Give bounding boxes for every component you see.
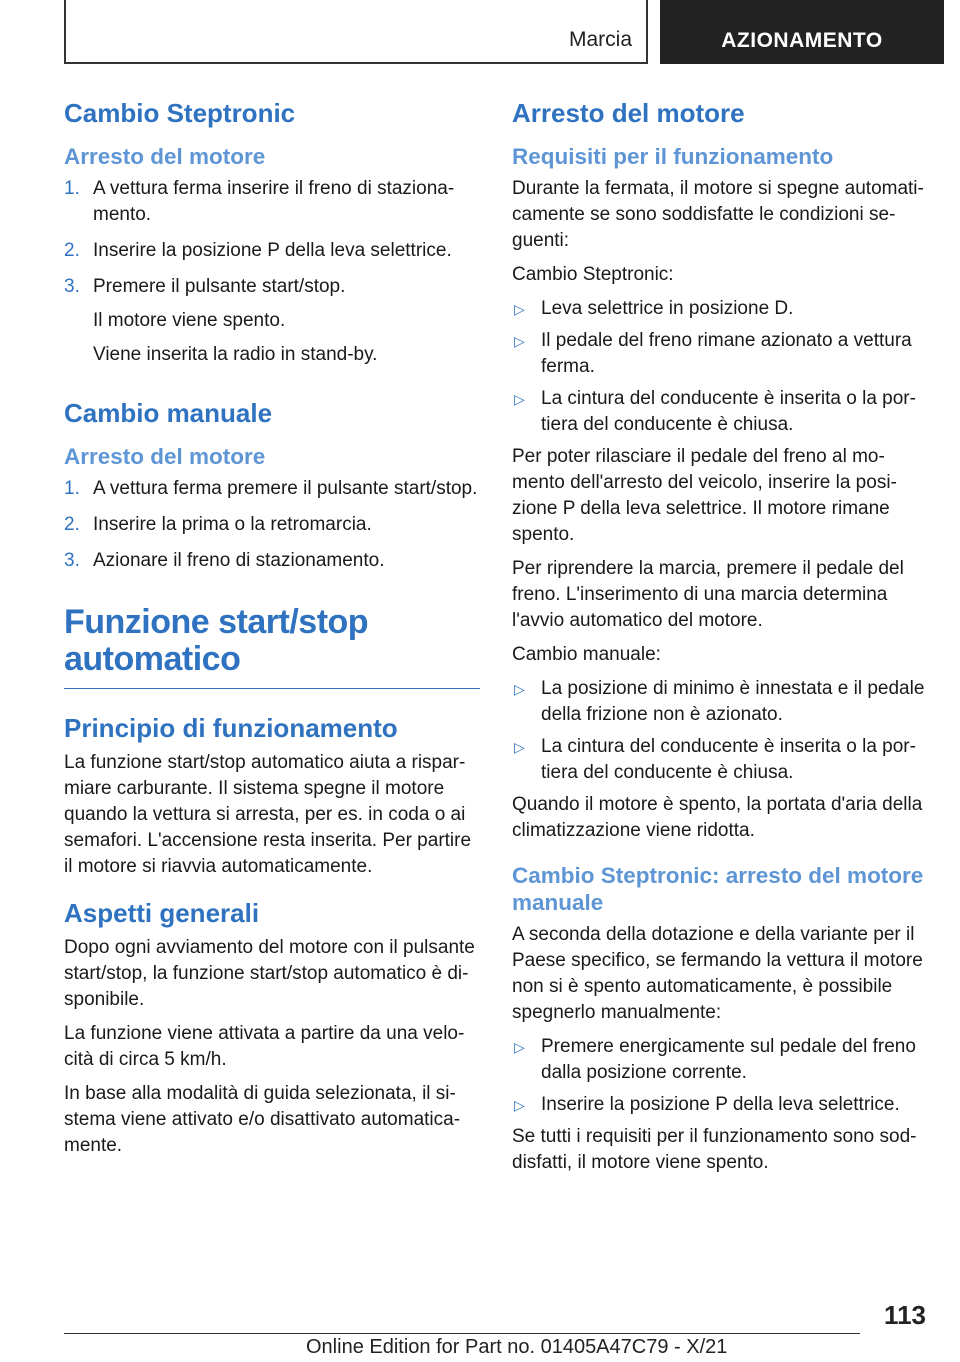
resume-paragraph: Per riprendere la marcia, premere il pedale del freno. L'inserimento di una marcia determina l'avvio automatico del motore.: [512, 558, 904, 632]
bullet-text: Inserire la posizione P della leva selettrice.: [541, 1094, 900, 1116]
list-item: [512, 1092, 928, 1118]
manual-conditions: [512, 676, 928, 786]
triangle-bullet-icon: ▷: [514, 301, 525, 318]
requirements-title: Requisiti per il funzionamento: [512, 144, 834, 170]
step-text: A vettura ferma inserire il freno di stazionamento.: [93, 178, 455, 226]
triangle-bullet-icon: ▷: [514, 1097, 525, 1114]
step-text: Inserire la posizione P della leva selettrice.: [93, 240, 452, 262]
general-title: Aspetti generali: [64, 898, 260, 928]
header-section-title: Marcia: [568, 28, 632, 51]
step-number: 1.: [64, 478, 80, 500]
list-item: [64, 476, 480, 502]
bullet-text: La posizione di minimo è innestata e il pedale della frizione non è azionato.: [541, 678, 925, 726]
header-section-tab: [64, 0, 648, 64]
bullet-text: Premere energicamente sul pedale del freno dalla posizione corrente.: [541, 1036, 916, 1084]
bullet-text: La cintura del conducente è inserita o la portiera del conducente è chiusa.: [541, 736, 916, 784]
principle-title: Principio di funzionamento: [64, 712, 398, 743]
step-number: 2.: [64, 514, 80, 536]
manual-steps: [64, 476, 480, 574]
bullet-text: La cintura del conducente è inserita o la portiera del conducente è chiusa.: [541, 388, 916, 436]
list-item: [512, 1034, 928, 1086]
section-divider: [64, 688, 480, 689]
list-item: [64, 548, 480, 574]
step-number: 3.: [64, 276, 80, 298]
list-item: [64, 238, 480, 264]
autostop-title: Funzione start/stop automatico: [64, 603, 369, 679]
list-item: [512, 676, 928, 728]
footer-text: Online Edition for Part no. 01405A47C79 - X/21: [306, 1336, 728, 1358]
manual-subtitle: Arresto del motore: [64, 444, 266, 470]
left-column: [64, 98, 480, 1167]
general-paragraph: Dopo ogni avviamento del motore con il pulsante start/stop, la funzione start/stop automatico è disponibile.: [64, 937, 475, 1011]
triangle-bullet-icon: ▷: [514, 391, 525, 408]
triangle-bullet-icon: ▷: [514, 739, 525, 756]
steptronic-steps: [64, 176, 480, 368]
steptronic-label: Cambio Steptronic:: [512, 264, 674, 286]
step-subtext: Il motore viene spento.: [93, 310, 286, 332]
step-text: A vettura ferma premere il pulsante start/stop.: [93, 478, 478, 500]
step-number: 3.: [64, 550, 80, 572]
manual-title: Cambio manuale: [64, 398, 273, 429]
air-paragraph: Quando il motore è spento, la portata d'aria della climatizzazione viene ridotta.: [512, 794, 923, 842]
list-item: [512, 734, 928, 786]
step-text: Inserire la prima o la retromarcia.: [93, 514, 372, 536]
step-text: Azionare il freno di stazionamento.: [93, 550, 385, 572]
final-paragraph: Se tutti i requisiti per il funzionamento sono soddisfatti, il motore viene spento.: [512, 1126, 917, 1174]
steptronic-subtitle: Arresto del motore: [64, 144, 266, 170]
header-chapter-title: AZIONAMENTO: [721, 29, 883, 52]
right-column: [512, 98, 928, 1184]
triangle-bullet-icon: ▷: [514, 1039, 525, 1056]
triangle-bullet-icon: ▷: [514, 333, 525, 350]
steptronic-conditions: [512, 296, 928, 438]
bullet-text: Leva selettrice in posizione D.: [541, 298, 794, 320]
requirements-intro: Durante la fermata, il motore si spegne automaticamente se sono soddisfatte le condizioni seguenti:: [512, 178, 924, 252]
general-paragraph: La funzione viene attivata a partire da una velocità di circa 5 km/h.: [64, 1023, 465, 1071]
footer-divider: [64, 1333, 860, 1334]
manual-label: Cambio manuale:: [512, 644, 661, 666]
steptronic-title: Cambio Steptronic: [64, 98, 296, 128]
manual-stop-steps: [512, 1034, 928, 1118]
triangle-bullet-icon: ▷: [514, 681, 525, 698]
manual-stop-title: Cambio Steptronic: arresto del motore manuale: [512, 863, 924, 916]
release-paragraph: Per poter rilasciare il pedale del freno al momento dell'arresto del veicolo, inserire la posizione P della leva selettrice. Il motore rimane spento.: [512, 446, 897, 546]
list-item: [512, 296, 928, 322]
principle-text: La funzione start/stop automatico aiuta a risparmiare carburante. Il sistema spegne il motore quando la vettura si arresta, per es. in coda o ai semafori. L'accensione resta inserita. Per partire il motore si riavvia automaticamente.: [64, 752, 472, 877]
engine-stop-title: Arresto del motore: [512, 98, 745, 128]
step-text: Premere il pulsante start/stop.: [93, 276, 346, 298]
list-item: [512, 328, 928, 380]
general-paragraph: In base alla modalità di guida selezionata, il sistema viene attivato e/o disattivato automaticamente.: [64, 1083, 461, 1157]
step-number: 1.: [64, 178, 80, 200]
header-chapter-tab: [660, 0, 944, 64]
list-item: [512, 386, 928, 438]
list-item: [64, 512, 480, 538]
step-subtext: Viene inserita la radio in stand-by.: [93, 344, 378, 366]
bullet-text: Il pedale del freno rimane azionato a vettura ferma.: [541, 330, 912, 378]
list-item: [64, 176, 480, 228]
page-number: 113: [884, 1300, 926, 1330]
manual-stop-intro: A seconda della dotazione e della variante per il Paese specifico, se fermando la vettura il motore non si è spento automaticamente, è possibile spegnerlo manualmente:: [512, 924, 923, 1024]
step-number: 2.: [64, 240, 80, 262]
list-item: [64, 274, 480, 368]
